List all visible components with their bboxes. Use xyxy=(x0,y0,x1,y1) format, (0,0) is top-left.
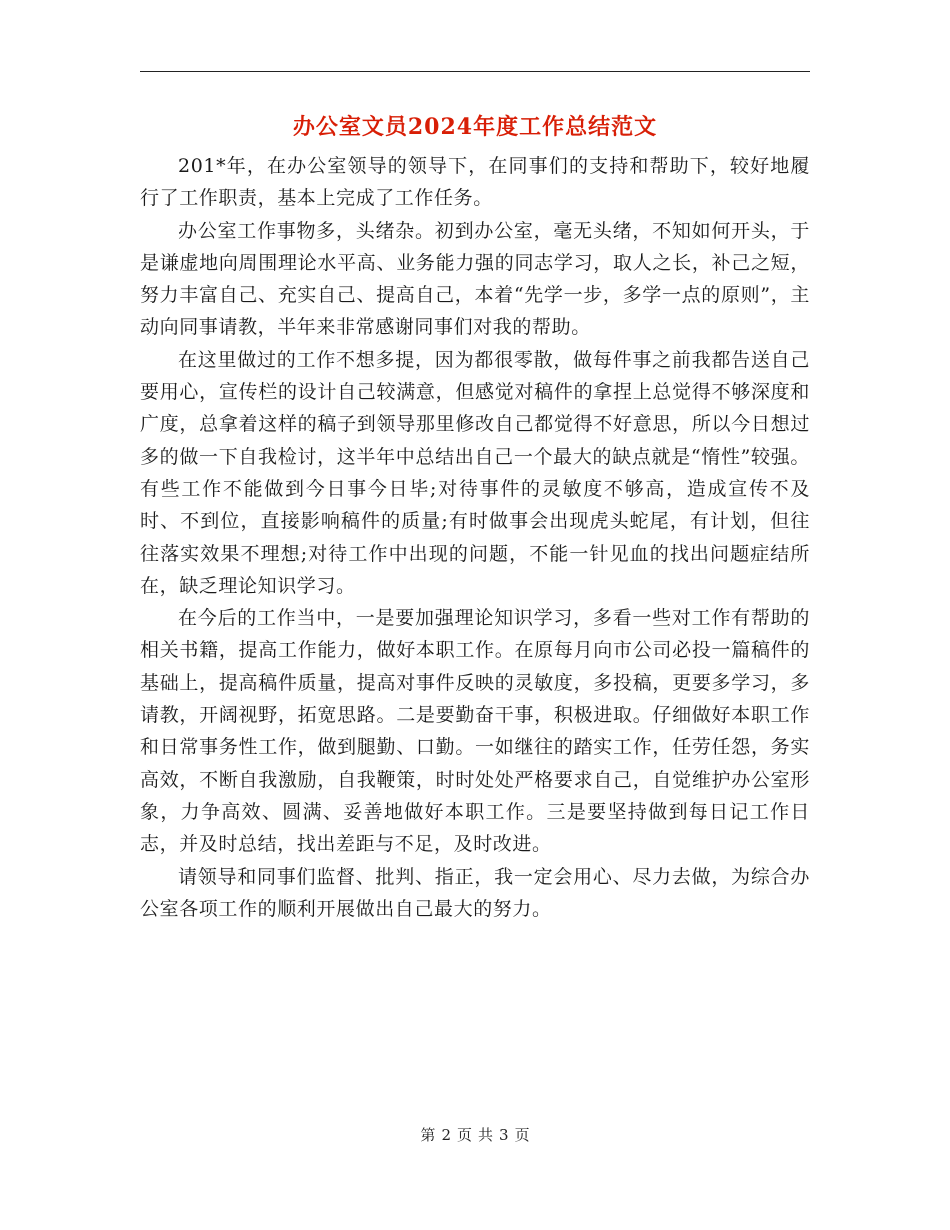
paragraph-1: 201*年，在办公室领导的领导下，在同事们的支持和帮助下，较好地履行了工作职责，基本上完成了工作任务。 xyxy=(140,155,810,210)
footer-suffix: 页 xyxy=(514,1126,530,1144)
paragraph-2: 办公室工作事物多，头绪杂。初到办公室，毫无头绪，不知如何开头，于是谦虚地向周围理论水平高、业务能力强的同志学习，取人之长，补己之短，努力丰富自己、充实自己、提高自己，本着“先学一步，多学一点的原则”，主动向同事请教，半年来非常感谢同事们对我的帮助。 xyxy=(140,219,810,339)
document-title: 办公室文员2024年度工作总结范文 xyxy=(292,114,658,140)
footer-prefix: 第 xyxy=(420,1126,436,1144)
footer-page-word: 页 xyxy=(456,1126,472,1144)
footer-current-page: 2 xyxy=(441,1126,451,1144)
paragraph-4: 在今后的工作当中，一是要加强理论知识学习，多看一些对工作有帮助的相关书籍，提高工作能力，做好本职工作。在原每月向市公司必投一篇稿件的基础上，提高稿件质量，提高对事件反映的灵敏度，多投稿，更要多学习，多请教，开阔视野，拓宽思路。二是要勤奋干事，积极进取。仔细做好本职工作和日常事务性工作，做到腿勤、口勤。一如继往的踏实工作，任劳任怨，务实高效，不断自我激励，自我鞭策，时时处处严格要求自己，自觉维护办公室形象，力争高效、圆满、妥善地做好本职工作。三是要坚持做到每日记工作日志，并及时总结，找出差距与不足，及时改进。 xyxy=(140,607,810,856)
header-rule xyxy=(140,71,810,72)
paragraph-3: 在这里做过的工作不想多提，因为都很零散，做每件事之前我都告送自己要用心，宣传栏的设计自己较满意，但感觉对稿件的拿捏上总觉得不够深度和广度，总拿着这样的稿子到领导那里修改自己都觉得不好意思，所以今日想过多的做一下自我检讨，这半年中总结出自己一个最大的缺点就是“惰性”较强。有些工作不能做到今日事今日毕;对待事件的灵敏度不够高，造成宣传不及时、不到位，直接影响稿件的质量;有时做事会出现虎头蛇尾，有计划，但往往落实效果不理想;对待工作中出现的问题，不能一针见血的找出问题症结所在，缺乏理论知识学习。 xyxy=(140,348,810,597)
footer-total-prefix: 共 xyxy=(478,1126,494,1144)
paragraph-5: 请领导和同事们监督、批判、指正，我一定会用心、尽力去做，为综合办公室各项工作的顺利开展做出自己最大的努力。 xyxy=(140,865,810,920)
document-body xyxy=(140,150,810,925)
footer-total-pages: 3 xyxy=(499,1126,509,1144)
page-footer xyxy=(0,1125,950,1145)
